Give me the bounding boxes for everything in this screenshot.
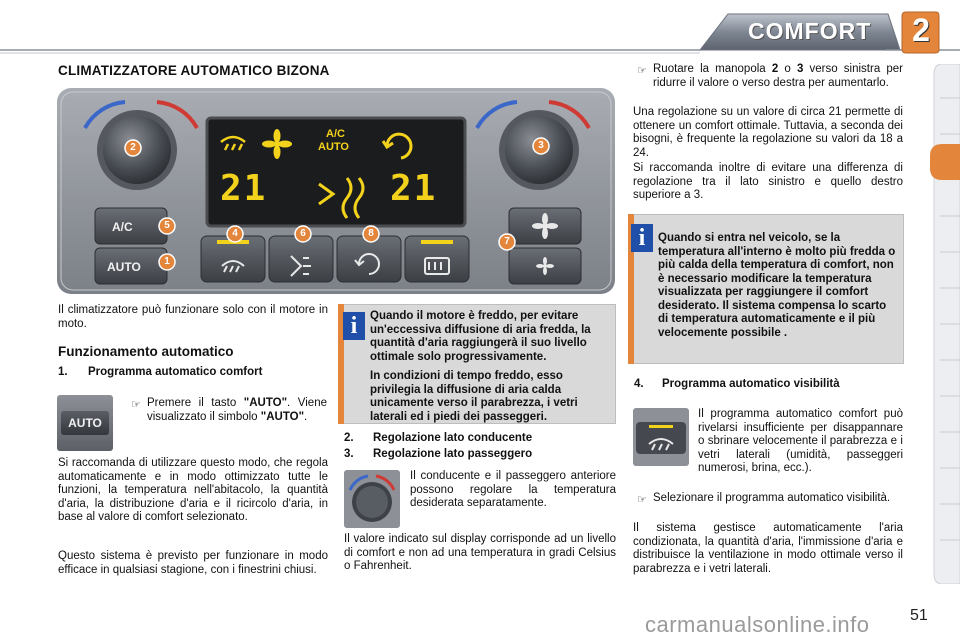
display-right-temp: 21 [390,168,438,209]
item-2-number: 2. [344,432,354,444]
info-icon: i [631,224,653,252]
visibility-button-thumbnail [633,408,689,466]
item-3-number: 3. [344,448,354,460]
page-number: 51 [910,607,928,624]
info-cold-engine-p1: Quando il motore è freddo, per evitare un'eccessiva diffusione di aria fredda, la quantità d'aria raggiungerà il suo livello ottimale solo progressivamente. [370,310,591,363]
display-ac-label: A/C [326,128,345,140]
display-left-temp: 21 [220,168,268,209]
side-difference-paragraph: Si raccomanda inoltre di evitare una differenza di regolazione tra il lato sinistro e quello destro superiore a 3. [633,162,903,201]
item-4-title: Programma automatico visibilità [662,378,840,390]
select-visibility-instruction: Selezionare il programma automatico visibilità. [653,492,891,504]
temperature-knob-thumbnail [344,470,400,528]
item-3-title: Regolazione lato passeggero [373,448,533,460]
callout-3: 3 [538,140,544,151]
subheading-automatic: Funzionamento automatico [58,344,234,359]
ac-button-label: A/C [112,220,133,234]
auto-button-thumbnail [57,395,113,451]
season-paragraph: Questo sistema è previsto per funzionare in modo efficace in qualsiasi stagione, con i finestrini chiusi. [58,550,328,576]
callout-4: 4 [232,228,238,239]
callout-1: 1 [164,256,170,267]
knob-description: Il conducente e il passeggero anteriore possono regolare la temperatura desiderata separatamente. [410,470,616,509]
chapter-side-tabs [928,64,960,584]
chapter-title: COMFORT [748,18,872,44]
bullet-arrow-icon: ☞ [637,65,647,77]
display-auto-label: AUTO [318,141,349,153]
rotate-knob-instruction: Ruotare la manopola 2 o 3 verso sinistra per ridurre il valore o verso destra per aumentarlo. [653,63,903,89]
system-management-paragraph: Il sistema gestisce automaticamente l'aria condizionata, la quantità d'aria, l'immissione d'aria e distribuisce la ventilazione in modo ottimale verso il parabrezza e i vetri laterali. [633,522,903,575]
chapter-number: 2 [912,12,930,48]
item-2-title: Regolazione lato conducente [373,432,533,444]
bullet-arrow-icon: ☞ [131,399,141,411]
comfort-value-paragraph: Una regolazione su un valore di circa 21 permette di ottenere un comfort ottimale. Tuttavia, a seconda dei bisogni, è frequente la regolazione su valori da 18 a 24. [633,106,903,159]
intro-text: Il climatizzatore può funzionare solo con il motore in moto. [58,304,328,330]
info-icon: i [343,312,365,340]
callout-7: 7 [504,236,510,247]
bullet-arrow-icon: ☞ [637,494,647,506]
section-title: CLIMATIZZATORE AUTOMATICO BIZONA [58,63,330,78]
display-value-paragraph: Il valore indicato sul display corrisponde ad un livello di comfort e non ad una temperatura in gradi Celsius o Fahrenheit. [344,533,616,572]
info-cold-engine-p2: In condizioni di tempo freddo, esso privilegia la diffusione di aria calda unicamente verso il parabrezza, i vetri laterali ed i piedi dei passeggeri. [370,370,578,423]
item-1-title: Programma automatico comfort [88,366,263,378]
callout-8: 8 [368,228,374,239]
item-4-number: 4. [634,378,644,390]
thumbnail-auto-label: AUTO [68,416,102,430]
callout-6: 6 [300,228,306,239]
item-1-number: 1. [58,366,68,378]
callout-5: 5 [164,220,170,231]
auto-mode-paragraph: Si raccomanda di utilizzare questo modo, che regola automaticamente e in modo ottimizzato tutte le funzioni, la temperatura nell'abitacolo, la quantità d'aria, la distribuzione d'aria e il ricircolo d'aria, in base al valore di comfort selezionato. [58,457,328,523]
visibility-description: Il programma automatico comfort può rivelarsi insufficiente per disappannare o sbrinare velocemente il parabrezza e i vetri laterali (umidità, passeggeri numerosi, brina, ecc.). [698,408,903,474]
callout-2: 2 [130,142,136,153]
watermark: carmanualsonline.info [645,612,870,637]
press-auto-instruction: Premere il tasto "AUTO". Viene visualizzato il simbolo "AUTO". [147,397,327,423]
info-entering-vehicle-text: Quando si entra nel veicolo, se la temperatura all'interno è molto più fredda o più calda della temperatura di comfort, non è necessario modificare la temperatura visualizzata per raggiungere il comfort desiderato. Il sistema compensa lo scarto di temperatura automaticamente e il più velocemente possibile . [658,232,896,339]
auto-button-label: AUTO [107,260,141,274]
